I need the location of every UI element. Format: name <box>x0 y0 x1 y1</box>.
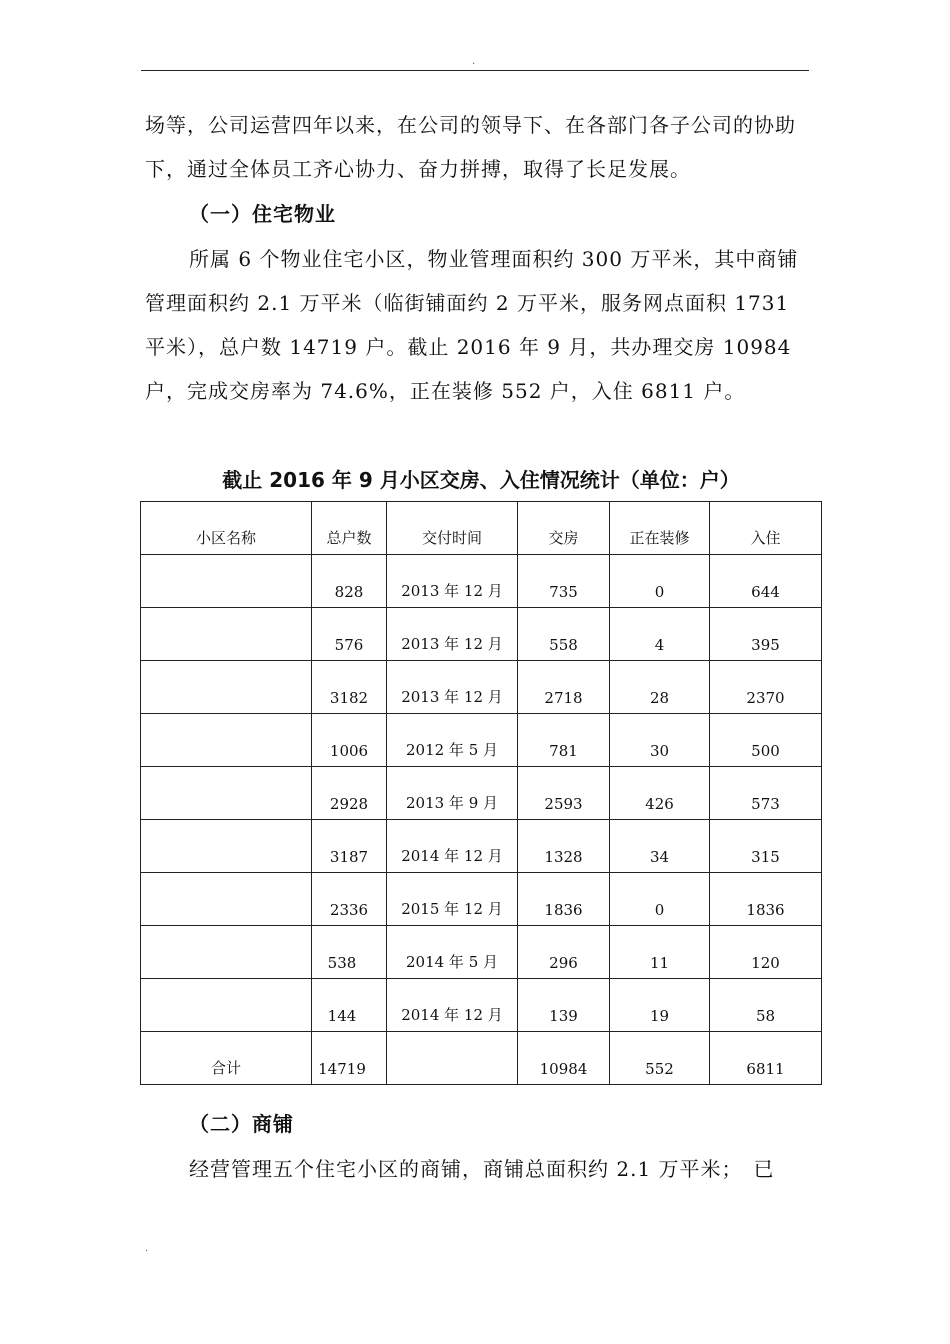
cell-delivery-date: 2013 年 12 月 <box>387 608 518 661</box>
header-cell-renovating: 正在装修 <box>610 502 710 555</box>
cell-total-label: 合计 <box>141 1032 312 1085</box>
cell-delivery-date: 2012 年 5 月 <box>387 714 518 767</box>
cell-name <box>141 714 312 767</box>
cell-delivery-date: 2014 年 12 月 <box>387 820 518 873</box>
cell-total-households: 14719 <box>312 1032 387 1085</box>
cell-occupied: 1836 <box>710 873 822 926</box>
cell-renovating: 28 <box>610 661 710 714</box>
table-total-row <box>141 1032 822 1085</box>
cell-total: 3187 <box>312 820 387 873</box>
cell-delivery-date: 2014 年 12 月 <box>387 979 518 1032</box>
header-rule <box>141 70 809 71</box>
cell-handed-over: 139 <box>518 979 610 1032</box>
table-title: 截止 2016 年 9 月小区交房、入住情况统计（单位：户） <box>222 468 740 492</box>
cell-occupied: 395 <box>710 608 822 661</box>
cell-total: 538 <box>312 926 387 979</box>
header-cell-delivery-date: 交付时间 <box>387 502 518 555</box>
cell-total: 2928 <box>312 767 387 820</box>
cell-total: 1006 <box>312 714 387 767</box>
cell-occupied: 644 <box>710 555 822 608</box>
cell-total: 2336 <box>312 873 387 926</box>
cell-total-delivery-date <box>387 1032 518 1085</box>
cell-renovating: 0 <box>610 873 710 926</box>
cell-total-renovating: 552 <box>610 1032 710 1085</box>
cell-handed-over: 558 <box>518 608 610 661</box>
paragraph-intro: 场等，公司运营四年以来，在公司的领导下、在各部门各子公司的协助下，通过全体员工齐心协力、奋力拼搏，取得了长足发展。 <box>145 113 796 181</box>
cell-handed-over: 735 <box>518 555 610 608</box>
cell-handed-over: 296 <box>518 926 610 979</box>
section-heading-shops: （二）商铺 <box>189 1112 294 1136</box>
cell-delivery-date: 2014 年 5 月 <box>387 926 518 979</box>
cell-name <box>141 979 312 1032</box>
table-row <box>141 979 822 1032</box>
cell-name <box>141 661 312 714</box>
cell-occupied: 500 <box>710 714 822 767</box>
cell-name <box>141 873 312 926</box>
cell-occupied: 573 <box>710 767 822 820</box>
section-heading-residential: （一）住宅物业 <box>189 202 336 226</box>
cell-total: 576 <box>312 608 387 661</box>
table-row <box>141 714 822 767</box>
cell-renovating: 34 <box>610 820 710 873</box>
cell-total-handed-over: 10984 <box>518 1032 610 1085</box>
cell-name <box>141 926 312 979</box>
cell-occupied: 315 <box>710 820 822 873</box>
table-row <box>141 820 822 873</box>
table-header-row <box>141 502 822 555</box>
cell-delivery-date: 2013 年 12 月 <box>387 555 518 608</box>
cell-renovating: 11 <box>610 926 710 979</box>
cell-occupied: 58 <box>710 979 822 1032</box>
header-cell-handed-over: 交房 <box>518 502 610 555</box>
cell-handed-over: 1328 <box>518 820 610 873</box>
header-mark: . <box>472 56 476 67</box>
cell-renovating: 426 <box>610 767 710 820</box>
cell-total-occupied: 6811 <box>710 1032 822 1085</box>
cell-handed-over: 2593 <box>518 767 610 820</box>
cell-name <box>141 608 312 661</box>
table-row <box>141 926 822 979</box>
cell-renovating: 4 <box>610 608 710 661</box>
table-row <box>141 873 822 926</box>
cell-name <box>141 767 312 820</box>
cell-occupied: 120 <box>710 926 822 979</box>
cell-delivery-date: 2013 年 12 月 <box>387 661 518 714</box>
cell-name <box>141 555 312 608</box>
cell-handed-over: 1836 <box>518 873 610 926</box>
table-row <box>141 608 822 661</box>
cell-delivery-date: 2013 年 9 月 <box>387 767 518 820</box>
header-cell-name: 小区名称 <box>141 502 312 555</box>
cell-name <box>141 820 312 873</box>
header-cell-occupied: 入住 <box>710 502 822 555</box>
cell-total: 3182 <box>312 661 387 714</box>
paragraph-residential: 所属 6 个物业住宅小区，物业管理面积约 300 万平米，其中商铺管理面积约 2.1 万平米（临街铺面约 2 万平米，服务网点面积 1731 平米），总户数 14719 户。截止 2016 年 9 月，共办理交房 10984 户，完成交房率为 74.6%，正在装修 552 户，入住 6811 户。 <box>145 247 799 403</box>
cell-renovating: 30 <box>610 714 710 767</box>
paragraph-shops: 经营管理五个住宅小区的商铺，商铺总面积约 2.1 万平米； 已 <box>189 1157 775 1181</box>
table-row <box>141 767 822 820</box>
cell-total: 828 <box>312 555 387 608</box>
cell-handed-over: 2718 <box>518 661 610 714</box>
table-row <box>141 555 822 608</box>
cell-handed-over: 781 <box>518 714 610 767</box>
statistics-table <box>140 501 822 1085</box>
cell-delivery-date: 2015 年 12 月 <box>387 873 518 926</box>
footer-mark: . <box>145 1243 149 1254</box>
cell-renovating: 19 <box>610 979 710 1032</box>
cell-occupied: 2370 <box>710 661 822 714</box>
table-row <box>141 661 822 714</box>
header-cell-total: 总户数 <box>312 502 387 555</box>
cell-total: 144 <box>312 979 387 1032</box>
cell-renovating: 0 <box>610 555 710 608</box>
